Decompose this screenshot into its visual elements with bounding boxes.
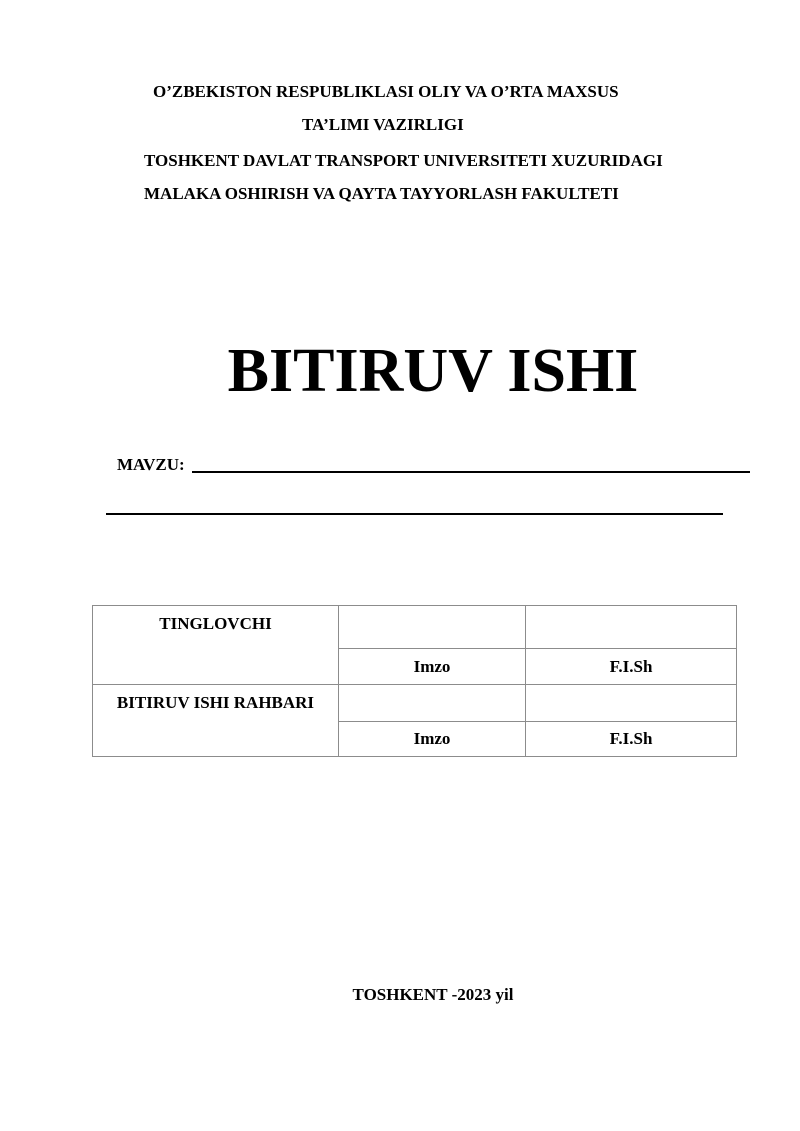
student-signature-field bbox=[339, 606, 526, 649]
university-line: TOSHKENT DAVLAT TRANSPORT UNIVERSITETI XUZURIDAGI bbox=[144, 151, 663, 170]
signature-table bbox=[92, 605, 737, 757]
student-name-field bbox=[526, 606, 737, 649]
supervisor-role-cell: BITIRUV ISHI RAHBARI bbox=[93, 685, 339, 757]
student-signature-label: Imzo bbox=[339, 649, 526, 685]
supervisor-name-field bbox=[526, 685, 737, 722]
student-role-cell: TINGLOVCHI bbox=[93, 606, 339, 685]
supervisor-signature-field bbox=[339, 685, 526, 722]
ministry-line-2: TA’LIMI VAZIRLIGI bbox=[302, 115, 464, 134]
topic-label: MAVZU: bbox=[117, 455, 185, 474]
ministry-line-1: O’ZBEKISTON RESPUBLIKLASI OLIY VA O’RTA MAXSUS bbox=[153, 82, 619, 101]
topic-blank-line-2 bbox=[106, 513, 723, 515]
supervisor-signature-label: Imzo bbox=[339, 722, 526, 757]
document-title: BITIRUV ISHI bbox=[227, 337, 639, 405]
place-year: TOSHKENT -2023 yil bbox=[352, 985, 514, 1004]
faculty-line: MALAKA OSHIRISH VA QAYTA TAYYORLASH FAKULTETI bbox=[144, 184, 619, 203]
supervisor-name-label: F.I.Sh bbox=[526, 722, 737, 757]
student-name-label: F.I.Sh bbox=[526, 649, 737, 685]
topic-blank-line-1 bbox=[192, 471, 750, 473]
